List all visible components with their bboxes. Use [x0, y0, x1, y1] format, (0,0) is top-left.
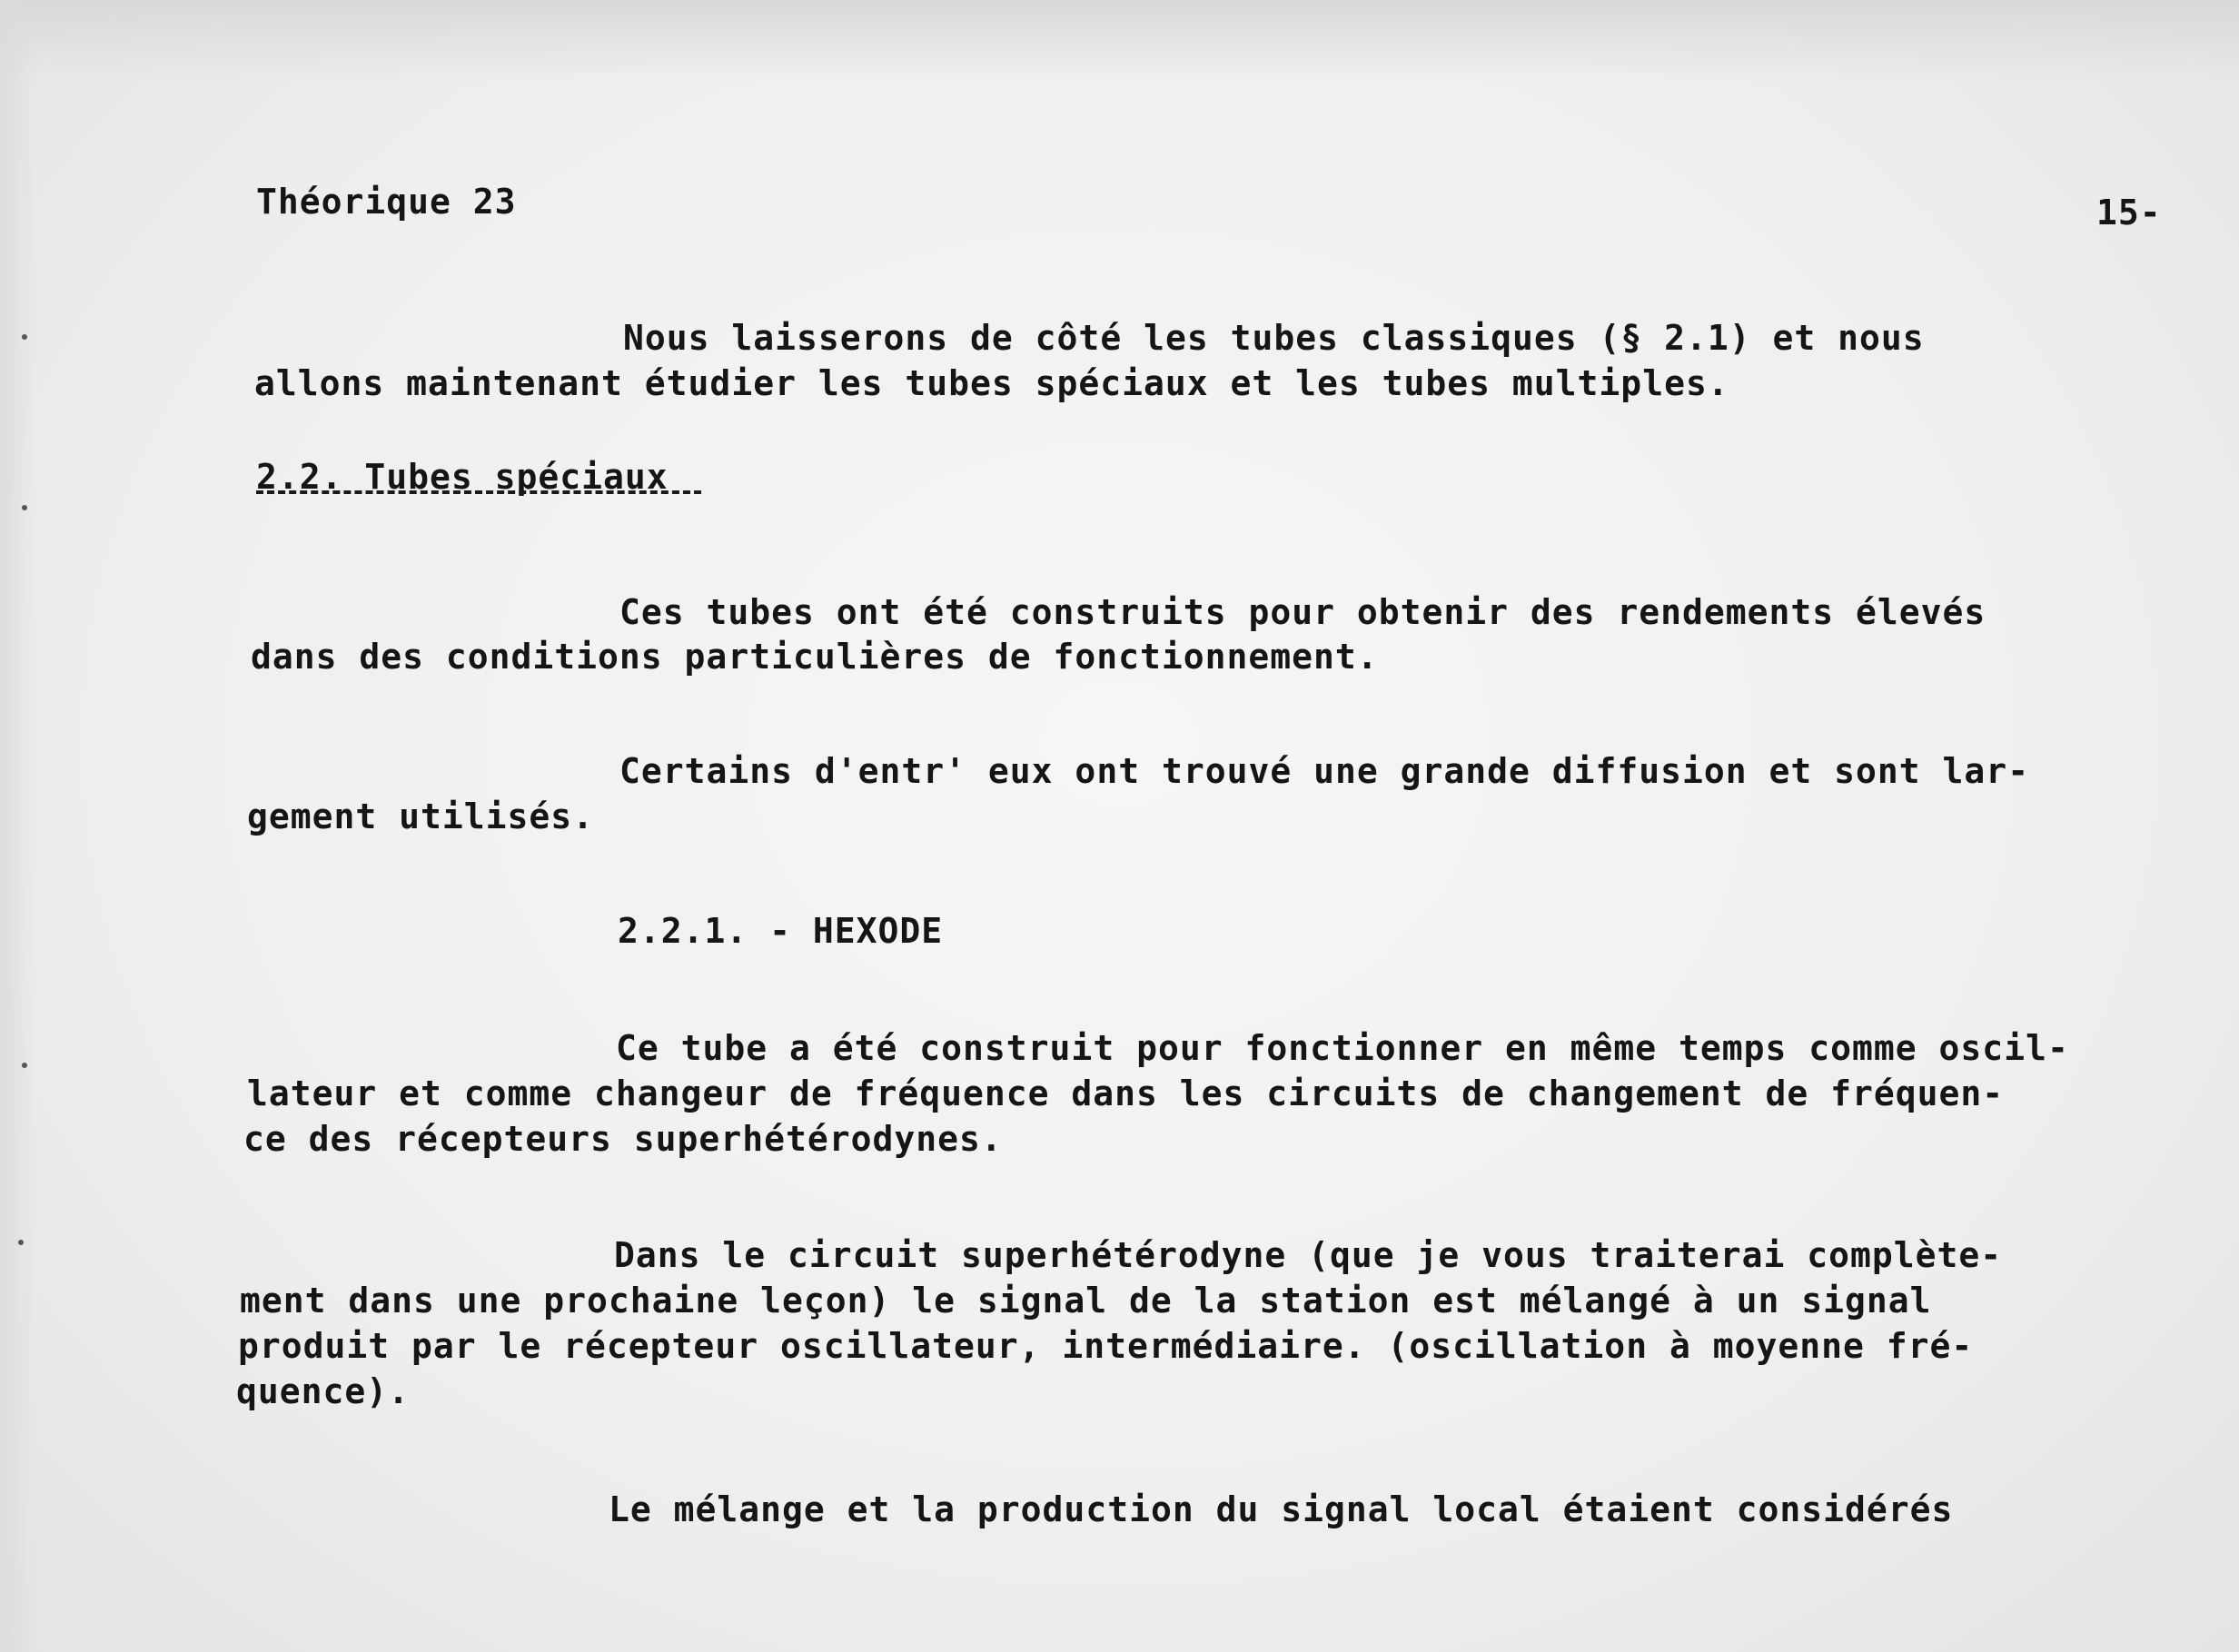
scan-speck: [22, 505, 27, 510]
paragraph-4-line-2: ment dans une prochaine leçon) le signal de la station est mélangé à un signal: [240, 1281, 1932, 1321]
intro-line-1: Nous laisserons de côté les tubes classiques (§ 2.1) et nous: [623, 318, 1925, 358]
paragraph-2-line-1: Certains d'entr' eux ont trouvé une grande diffusion et sont lar-: [619, 751, 2030, 791]
subsection-heading: 2.2.1. - HEXODE: [618, 911, 944, 951]
scan-shadow-top: [0, 0, 2239, 82]
paragraph-4-line-1: Dans le circuit superhétérodyne (que je vous traiterai complète-: [614, 1235, 2003, 1275]
paragraph-3-line-2: lateur et comme changeur de fréquence dans les circuits de changement de fréquen-: [247, 1073, 2005, 1113]
paragraph-4-line-3: produit par le récepteur oscillateur, intermédiaire. (oscillation à moyenne fré-: [238, 1326, 1974, 1366]
paragraph-3-line-1: Ce tube a été construit pour fonctionner en même temps comme oscil-: [616, 1028, 2069, 1068]
section-heading-underline: [256, 490, 701, 494]
intro-line-2: allons maintenant étudier les tubes spéciaux et les tubes multiples.: [254, 363, 1729, 403]
paragraph-4-line-4: quence).: [236, 1371, 411, 1411]
section-heading: 2.2. Tubes spéciaux: [256, 457, 669, 497]
paragraph-5-line-1: Le mélange et la production du signal local étaient considérés: [609, 1489, 1954, 1529]
scan-speck: [22, 334, 27, 340]
scan-speck: [18, 1240, 24, 1245]
page-number: 15-: [2096, 193, 2162, 232]
scan-speck: [22, 1063, 27, 1068]
header-section-label: Théorique 23: [256, 182, 517, 222]
paragraph-1-line-2: dans des conditions particulières de fonctionnement.: [251, 637, 1379, 677]
scan-shadow-left: [0, 0, 36, 1652]
paragraph-3-line-3: ce des récepteurs superhétérodynes.: [243, 1119, 1003, 1159]
paragraph-2-line-2: gement utilisés.: [247, 796, 595, 836]
paragraph-1-line-1: Ces tubes ont été construits pour obtenir des rendements élevés: [619, 592, 1986, 632]
